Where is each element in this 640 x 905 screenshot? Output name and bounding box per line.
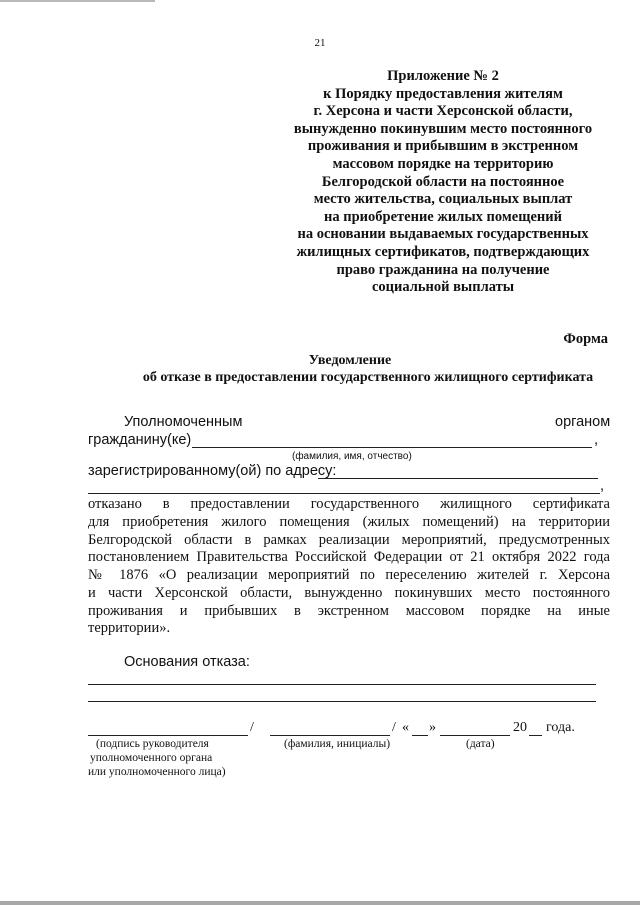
- grounds-label: Основания отказа:: [124, 654, 250, 670]
- body-text-line: территории».: [88, 620, 171, 636]
- date-quote-open: «: [402, 720, 409, 735]
- form-label: Форма: [563, 331, 608, 347]
- year-field[interactable]: [529, 735, 542, 736]
- appendix-line: социальной выплаты: [371, 279, 515, 296]
- appendix-line: жилищных сертификатов, подтверждающих: [296, 243, 590, 260]
- body-text-line: для приобретения жилого помещения (жилых помещений) на территории: [88, 514, 610, 530]
- year-suffix: года.: [546, 720, 575, 735]
- appendix-line: на основании выдаваемых государственных: [297, 226, 589, 243]
- body-text-line: проживания и прибывших в экстренном массовом порядке на иные: [88, 603, 610, 619]
- signature-hint-line: уполномоченного органа: [90, 752, 213, 764]
- name-separator: /: [392, 720, 396, 735]
- grounds-field-line-1[interactable]: [88, 684, 596, 685]
- body-text-line: отказано в предоставлении государственного жилищного сертификата: [88, 496, 610, 512]
- signature-field[interactable]: [88, 735, 248, 736]
- appendix-line: к Порядку предоставления жителям: [323, 85, 563, 102]
- scan-edge-bottom: [0, 901, 640, 905]
- scan-edge-top: [0, 0, 155, 2]
- citizen-label: гражданину(ке): [88, 432, 192, 448]
- page-number: 21: [314, 37, 326, 49]
- signature-hint-line: или уполномоченного лица): [88, 766, 226, 778]
- signature-separator: /: [250, 720, 254, 735]
- signature-hint-line: (подпись руководителя: [96, 738, 209, 750]
- appendix-heading: [248, 68, 638, 297]
- grounds-field-line-2[interactable]: [88, 701, 596, 702]
- body-text-line: и части Херсонской области, вынужденно покинувших место постоянного: [88, 585, 610, 601]
- authority-label-right: органом: [555, 414, 611, 430]
- address-comma: ,: [600, 478, 605, 494]
- appendix-line: проживания и прибывшим в экстренном: [307, 138, 579, 155]
- appendix-line: Белгородской области на постоянное: [321, 173, 565, 190]
- appendix-line: место жительства, социальных выплат: [313, 191, 573, 208]
- notice-title: Уведомление: [308, 353, 392, 368]
- name-initials-field[interactable]: [270, 735, 390, 736]
- name-initials-hint: (фамилия, инициалы): [284, 738, 391, 750]
- citizen-comma: ,: [594, 432, 599, 448]
- day-field[interactable]: [412, 735, 428, 736]
- month-field[interactable]: [440, 735, 510, 736]
- address-field[interactable]: [318, 478, 598, 479]
- citizen-name-hint: (фамилия, имя, отчество): [292, 451, 412, 462]
- date-hint: (дата): [466, 738, 495, 750]
- address-field-continued[interactable]: [88, 493, 600, 494]
- date-quote-close: »: [429, 720, 436, 735]
- appendix-line: право гражданина на получение: [336, 261, 550, 278]
- appendix-line: массовом порядке на территорию: [332, 155, 554, 172]
- year-prefix: 20: [513, 720, 527, 735]
- appendix-line: г. Херсона и части Херсонской области,: [313, 103, 573, 120]
- address-label: зарегистрированному(ой) по адресу:: [88, 463, 337, 479]
- body-text-line: постановлением Правительства Российской Федерации от 21 октября 2022 года: [88, 549, 610, 565]
- appendix-line: вынужденно покинувшим место постоянного: [293, 120, 593, 137]
- body-text-line: № 1876 «О реализации мероприятий по переселению жителей г. Херсона: [88, 567, 610, 583]
- appendix-line: на приобретение жилых помещений: [324, 208, 562, 225]
- notice-subtitle: об отказе в предоставлении государственного жилищного сертификата: [142, 370, 594, 385]
- authority-label-left: Уполномоченным: [124, 414, 243, 430]
- body-text-line: Белгородской области в рамках реализации мероприятий, предусмотренных: [88, 532, 610, 548]
- citizen-name-field[interactable]: [192, 447, 592, 448]
- appendix-line: Приложение № 2: [387, 68, 499, 84]
